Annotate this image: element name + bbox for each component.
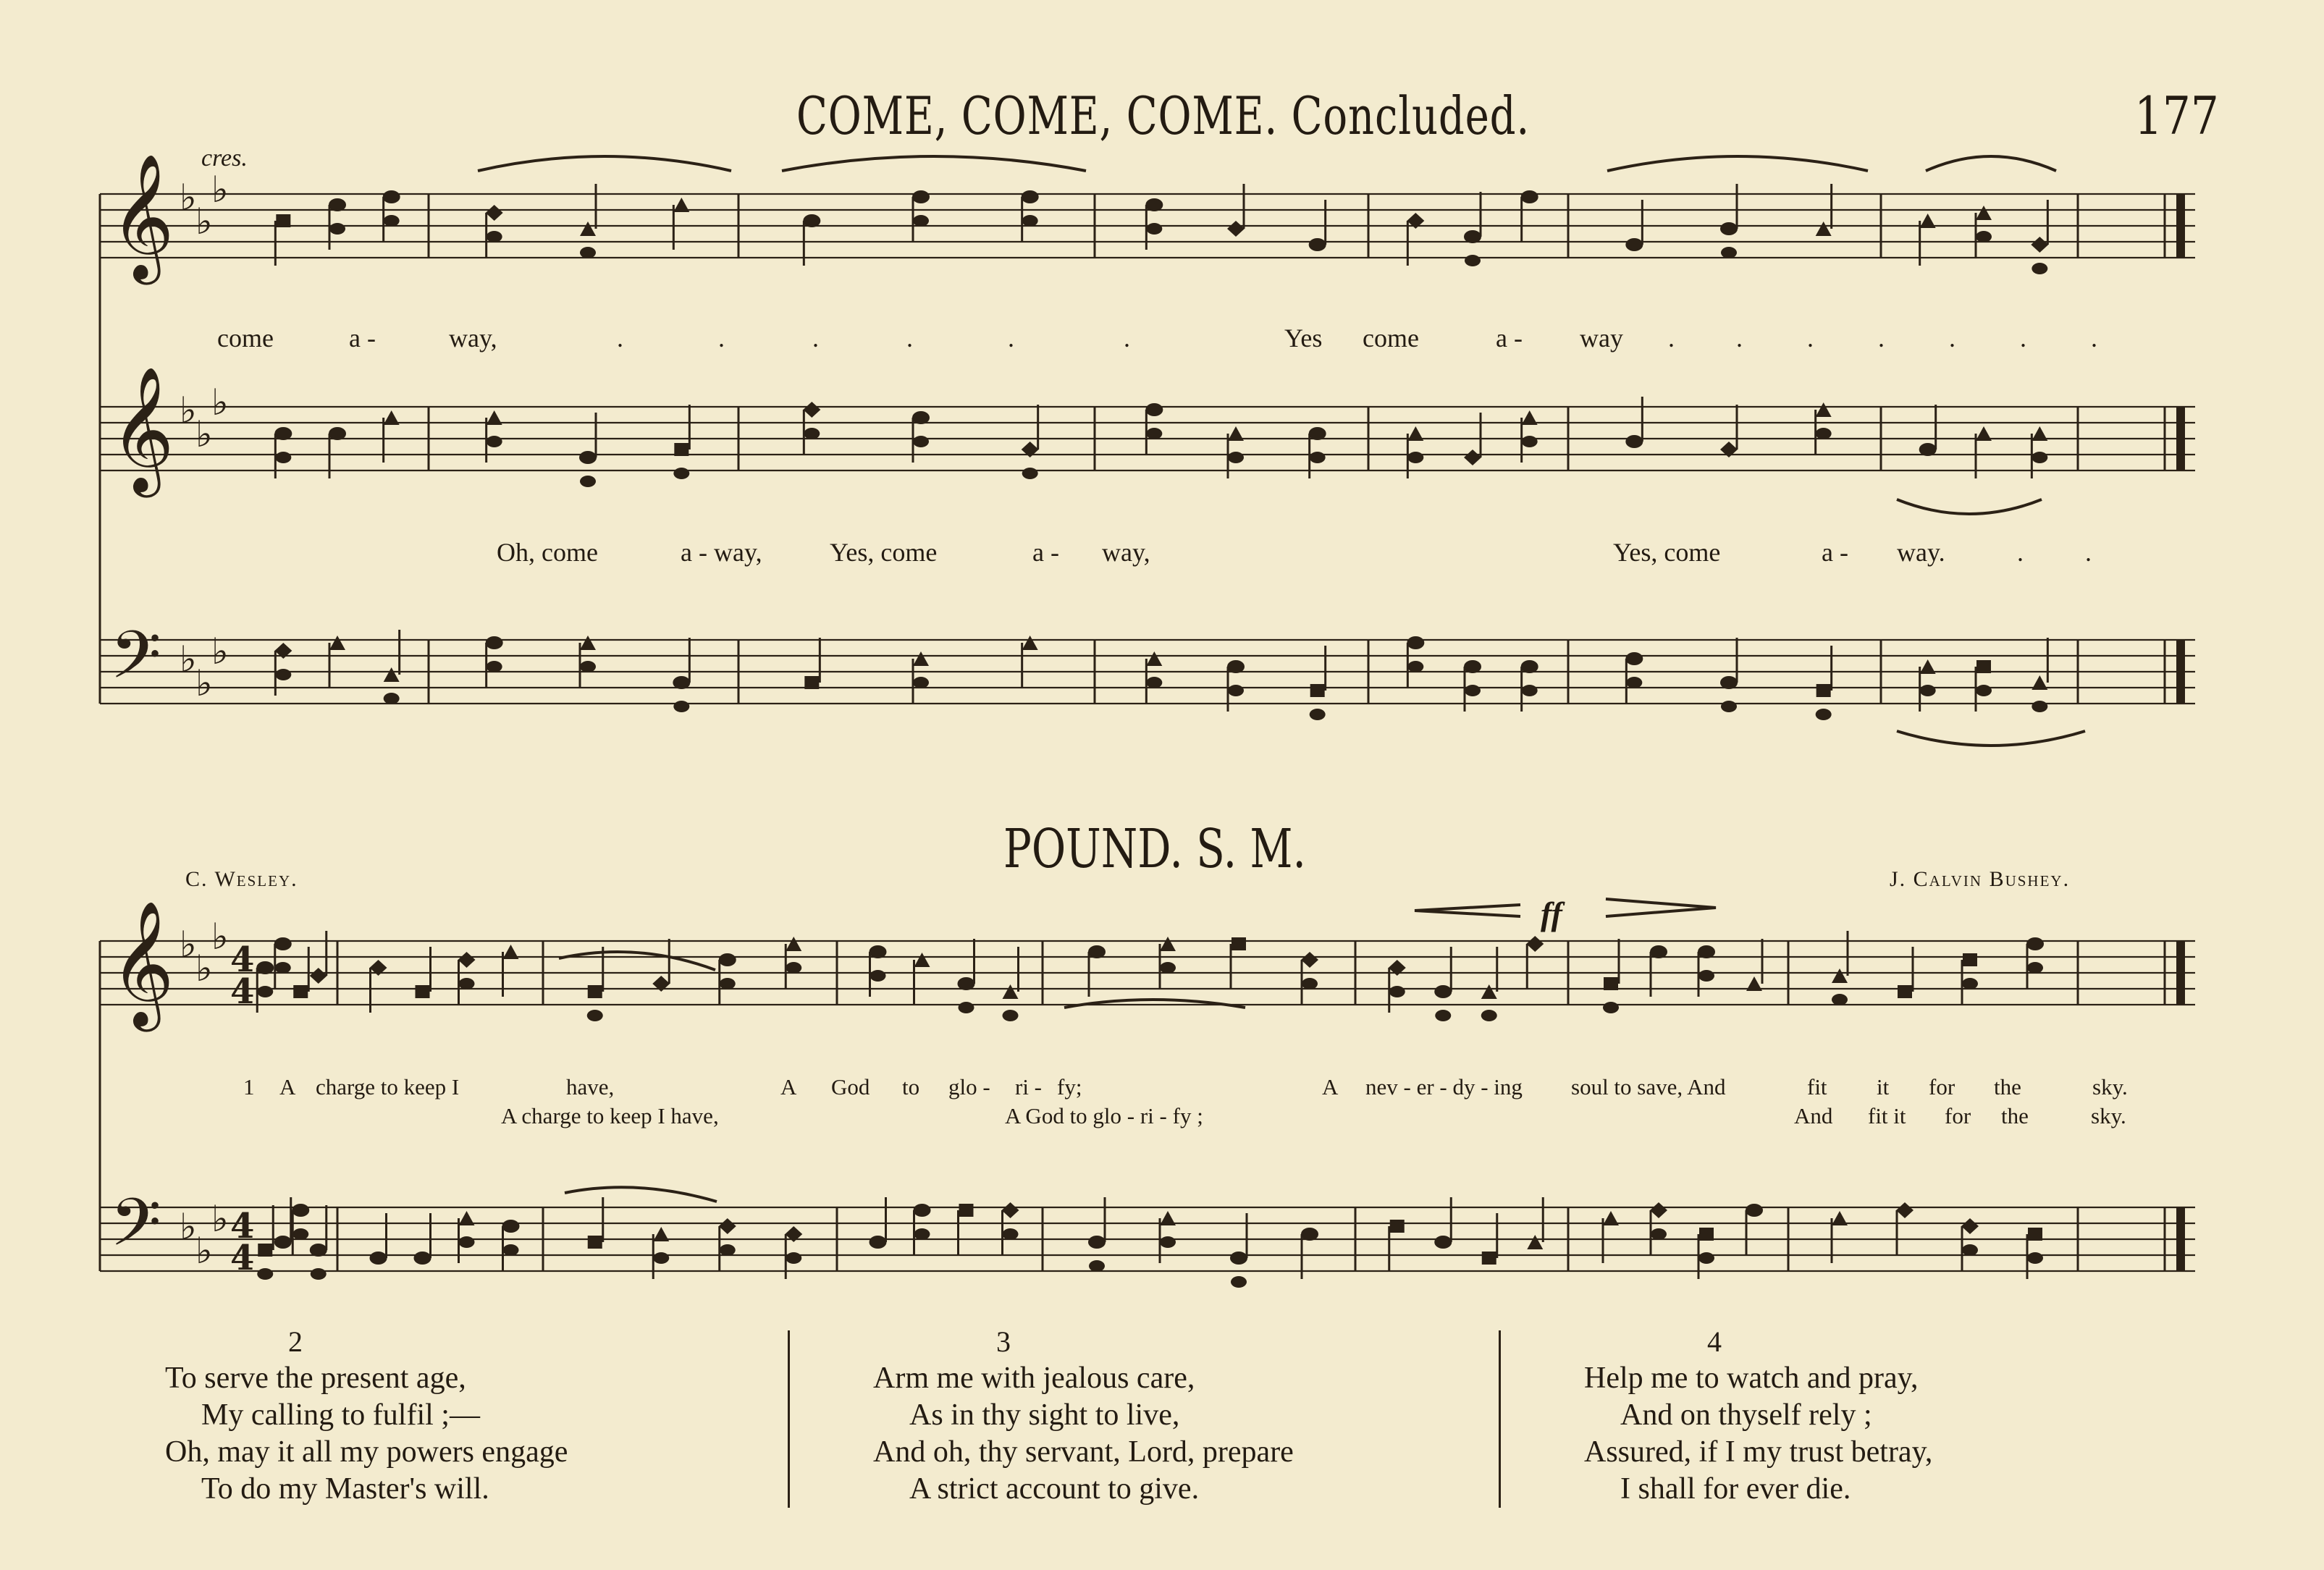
notehead <box>1022 190 1039 242</box>
lyric-word: . <box>617 324 623 353</box>
lyric-word: . <box>1949 324 1955 353</box>
flat-sign: ♭ <box>195 201 213 242</box>
lyric-word: a - <box>1822 538 1848 567</box>
lyric-word: it <box>1877 1074 1890 1100</box>
notehead <box>486 205 503 258</box>
flat-sign: ♭ <box>180 177 197 219</box>
notehead <box>1603 939 1619 1013</box>
lyric-word: a - way, <box>681 538 762 567</box>
flat-sign: ♭ <box>195 413 213 455</box>
stanza-number: 4 <box>1707 1325 1722 1358</box>
notehead <box>1230 1213 1247 1288</box>
notehead <box>652 939 670 992</box>
lyric-word: . <box>2085 538 2092 567</box>
final-bar <box>2176 1207 2185 1271</box>
notehead <box>1481 947 1497 1021</box>
flat-sign: ♭ <box>195 662 213 704</box>
flat-sign: ♭ <box>180 638 197 680</box>
notehead <box>719 953 736 1005</box>
stanza-4 <box>1584 1323 2149 1508</box>
notehead <box>579 413 597 487</box>
notehead <box>1022 636 1038 688</box>
stanza-line: And oh, thy servant, Lord, prepare <box>873 1435 1294 1469</box>
stanza-line: Assured, if I my trust betray, <box>1584 1435 1933 1469</box>
flat-sign: ♭ <box>211 169 229 211</box>
notehead <box>1976 206 1992 258</box>
hymn-composer: J. Calvin Bushey. <box>1890 867 2071 891</box>
crescendo-hairpin <box>1415 905 1520 916</box>
notehead <box>1526 936 1544 989</box>
notehead <box>1160 937 1176 989</box>
notehead <box>2026 937 2044 989</box>
lyric-word: a - <box>1496 324 1523 353</box>
notehead <box>786 937 801 989</box>
notehead <box>1720 405 1738 457</box>
flat-sign: ♭ <box>180 389 197 431</box>
slur <box>1064 1000 1245 1008</box>
lyric-word: . <box>2020 324 2026 353</box>
lyric-word: a - <box>349 324 376 353</box>
flat-sign: ♭ <box>180 1206 197 1248</box>
notehead <box>958 939 975 1013</box>
lyric-word: A <box>780 1074 797 1100</box>
lyric-word: A <box>1322 1074 1339 1100</box>
notehead <box>1896 1202 1913 1255</box>
notehead <box>913 651 929 704</box>
stanza-line: As in thy sight to live, <box>909 1398 1180 1432</box>
lyric-word: way, <box>449 324 497 353</box>
stanza-3 <box>873 1323 1438 1508</box>
lyric-word: . <box>1124 324 1130 353</box>
notehead <box>1816 402 1832 455</box>
lyric-word: . <box>1008 324 1014 353</box>
lyric-word: Yes, come <box>830 538 938 567</box>
time-signature: 4 <box>230 940 255 980</box>
slur <box>478 156 731 171</box>
notehead <box>1650 1202 1667 1255</box>
stanza-line: Arm me with jealous care, <box>873 1362 1195 1395</box>
lyric-word: sky. <box>2091 1103 2126 1128</box>
stanza-line: My calling to fulfil ;— <box>201 1398 480 1432</box>
ff-marking: ff <box>1541 895 1562 932</box>
notehead <box>458 952 476 1005</box>
notehead <box>2031 200 2048 274</box>
notehead <box>1145 403 1163 455</box>
lyric-word: come <box>217 324 274 353</box>
lyric-word: have, <box>566 1074 615 1100</box>
notehead <box>1962 953 1978 1005</box>
lyric-word: for <box>1945 1103 1971 1128</box>
flat-sign: ♭ <box>211 1198 229 1240</box>
lyric-word: charge to keep I <box>316 1074 460 1100</box>
notehead <box>959 1204 974 1255</box>
notehead <box>804 638 820 689</box>
slur <box>782 156 1086 171</box>
notehead <box>1389 1220 1405 1271</box>
lyric-word: nev - er - dy - ing <box>1365 1074 1523 1100</box>
lyric-word: . <box>1807 324 1814 353</box>
notehead <box>1088 1197 1106 1272</box>
slur <box>1897 499 2042 514</box>
time-signature: 4 <box>230 1238 255 1278</box>
flat-sign: ♭ <box>195 1230 213 1272</box>
notehead <box>1832 931 1848 1005</box>
lyric-word: sky. <box>2092 1074 2128 1100</box>
notehead <box>1521 190 1538 242</box>
lyric-word: way. <box>1897 538 1945 567</box>
lyric-word: Yes <box>1284 324 1323 353</box>
cres-marking: cres. <box>201 145 248 172</box>
stanza-divider <box>788 1330 790 1508</box>
stanza-2 <box>165 1323 686 1508</box>
slur <box>1926 156 2056 171</box>
stanza-number: 3 <box>996 1325 1011 1358</box>
notehead <box>274 937 292 989</box>
notehead <box>719 1218 736 1271</box>
notehead <box>1301 952 1318 1005</box>
slur <box>565 1187 717 1202</box>
lyric-word: for <box>1929 1074 1955 1100</box>
lyric-word: . <box>2091 324 2097 353</box>
lyric-word: . <box>718 324 725 353</box>
lyric-word: way, <box>1102 538 1150 567</box>
lyric-word: fit it <box>1868 1103 1906 1128</box>
notehead <box>257 1205 273 1280</box>
running-title: COME, COME, COME. Concluded. <box>796 85 1531 146</box>
hymn-title: POUND. S. M. <box>1003 818 1306 880</box>
notehead <box>1002 1202 1019 1255</box>
bass-clef: 𝄢 <box>110 617 161 709</box>
time-signature: 4 <box>230 971 255 1012</box>
notehead <box>912 190 930 242</box>
notehead <box>1961 1218 1979 1271</box>
lyric-word: Oh, come <box>497 538 598 567</box>
flat-sign: ♭ <box>211 916 229 958</box>
notehead <box>1022 405 1039 479</box>
notehead <box>1919 405 1937 456</box>
stanza-line: And on thyself rely ; <box>1620 1398 1872 1432</box>
notehead <box>803 402 820 455</box>
stanza-divider <box>1499 1330 1501 1508</box>
notehead <box>502 1220 520 1271</box>
final-bar <box>2176 194 2185 258</box>
stanza-line: I shall for ever die. <box>1620 1472 1851 1506</box>
notehead <box>1816 646 1832 720</box>
final-bar <box>2176 640 2185 704</box>
notehead <box>1720 184 1738 258</box>
lyric-word: A charge to keep I have, <box>501 1103 719 1128</box>
notehead <box>1407 636 1424 688</box>
notehead <box>1434 947 1452 1021</box>
lyric-word: Yes, come <box>1613 538 1721 567</box>
notehead <box>292 1204 309 1255</box>
lyric-word: soul to save, And <box>1571 1074 1726 1100</box>
bass-clef: 𝄢 <box>110 1184 161 1277</box>
lyric-word: God <box>831 1074 870 1100</box>
lyric-word: come <box>1363 324 1419 353</box>
lyric-word: A God to glo - ri - fy ; <box>1005 1103 1203 1128</box>
final-bar <box>2176 941 2185 1005</box>
treble-clef: 𝄞 <box>110 153 174 279</box>
notehead <box>1464 192 1481 266</box>
notehead <box>914 1204 931 1255</box>
stanza-line: Help me to watch and pray, <box>1584 1362 1919 1395</box>
notehead <box>1625 652 1643 704</box>
notehead <box>2032 638 2047 712</box>
lyric-word: way <box>1580 324 1623 353</box>
lyric-word: . <box>1736 324 1743 353</box>
stanza-line: Oh, may it all my powers engage <box>165 1435 568 1469</box>
notehead <box>384 630 400 704</box>
stanza-line: To do my Master's will. <box>201 1472 489 1506</box>
lyric-word: A <box>279 1074 296 1100</box>
lyric-word: fit <box>1807 1074 1827 1100</box>
flat-sign: ♭ <box>211 630 229 672</box>
notehead <box>1231 937 1246 989</box>
lyric-word: glo - <box>948 1074 990 1100</box>
stanza-line: A strict account to give. <box>909 1472 1200 1506</box>
notehead <box>1003 947 1019 1021</box>
lyric-word: the <box>1994 1074 2021 1100</box>
lyric-word: ri - <box>1015 1074 1043 1100</box>
stanza-number: 2 <box>288 1325 303 1358</box>
lyric-word: And <box>1794 1103 1833 1128</box>
notehead <box>914 953 930 1005</box>
hymn-author: C. Wesley. <box>185 867 298 891</box>
lyric-word: . <box>812 324 819 353</box>
slur <box>1897 731 2085 746</box>
lyric-word: . <box>1878 324 1885 353</box>
slur <box>559 952 715 970</box>
notehead <box>1720 638 1738 712</box>
treble-clef: 𝄞 <box>110 366 174 492</box>
notehead <box>1746 1204 1763 1255</box>
final-bar <box>2176 407 2185 470</box>
notehead <box>310 1205 327 1280</box>
lyric-word: . <box>1668 324 1675 353</box>
lyric-word: . <box>906 324 913 353</box>
lyric-word: a - <box>1032 538 1059 567</box>
notehead <box>587 947 603 1021</box>
lyric-word: fy; <box>1057 1074 1082 1100</box>
notehead <box>1746 939 1762 991</box>
notehead <box>383 190 400 242</box>
lyric-word: to <box>902 1074 920 1100</box>
decrescendo-hairpin <box>1606 899 1716 916</box>
notehead <box>673 638 690 712</box>
slur <box>1607 156 1868 171</box>
verse-number: 1 <box>243 1074 255 1100</box>
notehead <box>673 405 689 479</box>
flat-sign: ♭ <box>211 381 229 423</box>
notehead <box>580 636 596 688</box>
notehead <box>486 636 503 688</box>
time-signature: 4 <box>230 1206 255 1246</box>
flat-sign: ♭ <box>195 948 213 989</box>
stanza-line: To serve the present age, <box>165 1362 466 1395</box>
flat-sign: ♭ <box>180 924 197 966</box>
page-number: 177 <box>2134 85 2219 146</box>
notehead <box>329 636 345 688</box>
notehead <box>580 184 596 258</box>
lyric-word: the <box>2001 1103 2029 1128</box>
treble-clef: 𝄞 <box>110 900 174 1026</box>
lyric-word: . <box>2017 538 2024 567</box>
notehead <box>1146 651 1162 704</box>
notehead <box>1310 646 1326 720</box>
